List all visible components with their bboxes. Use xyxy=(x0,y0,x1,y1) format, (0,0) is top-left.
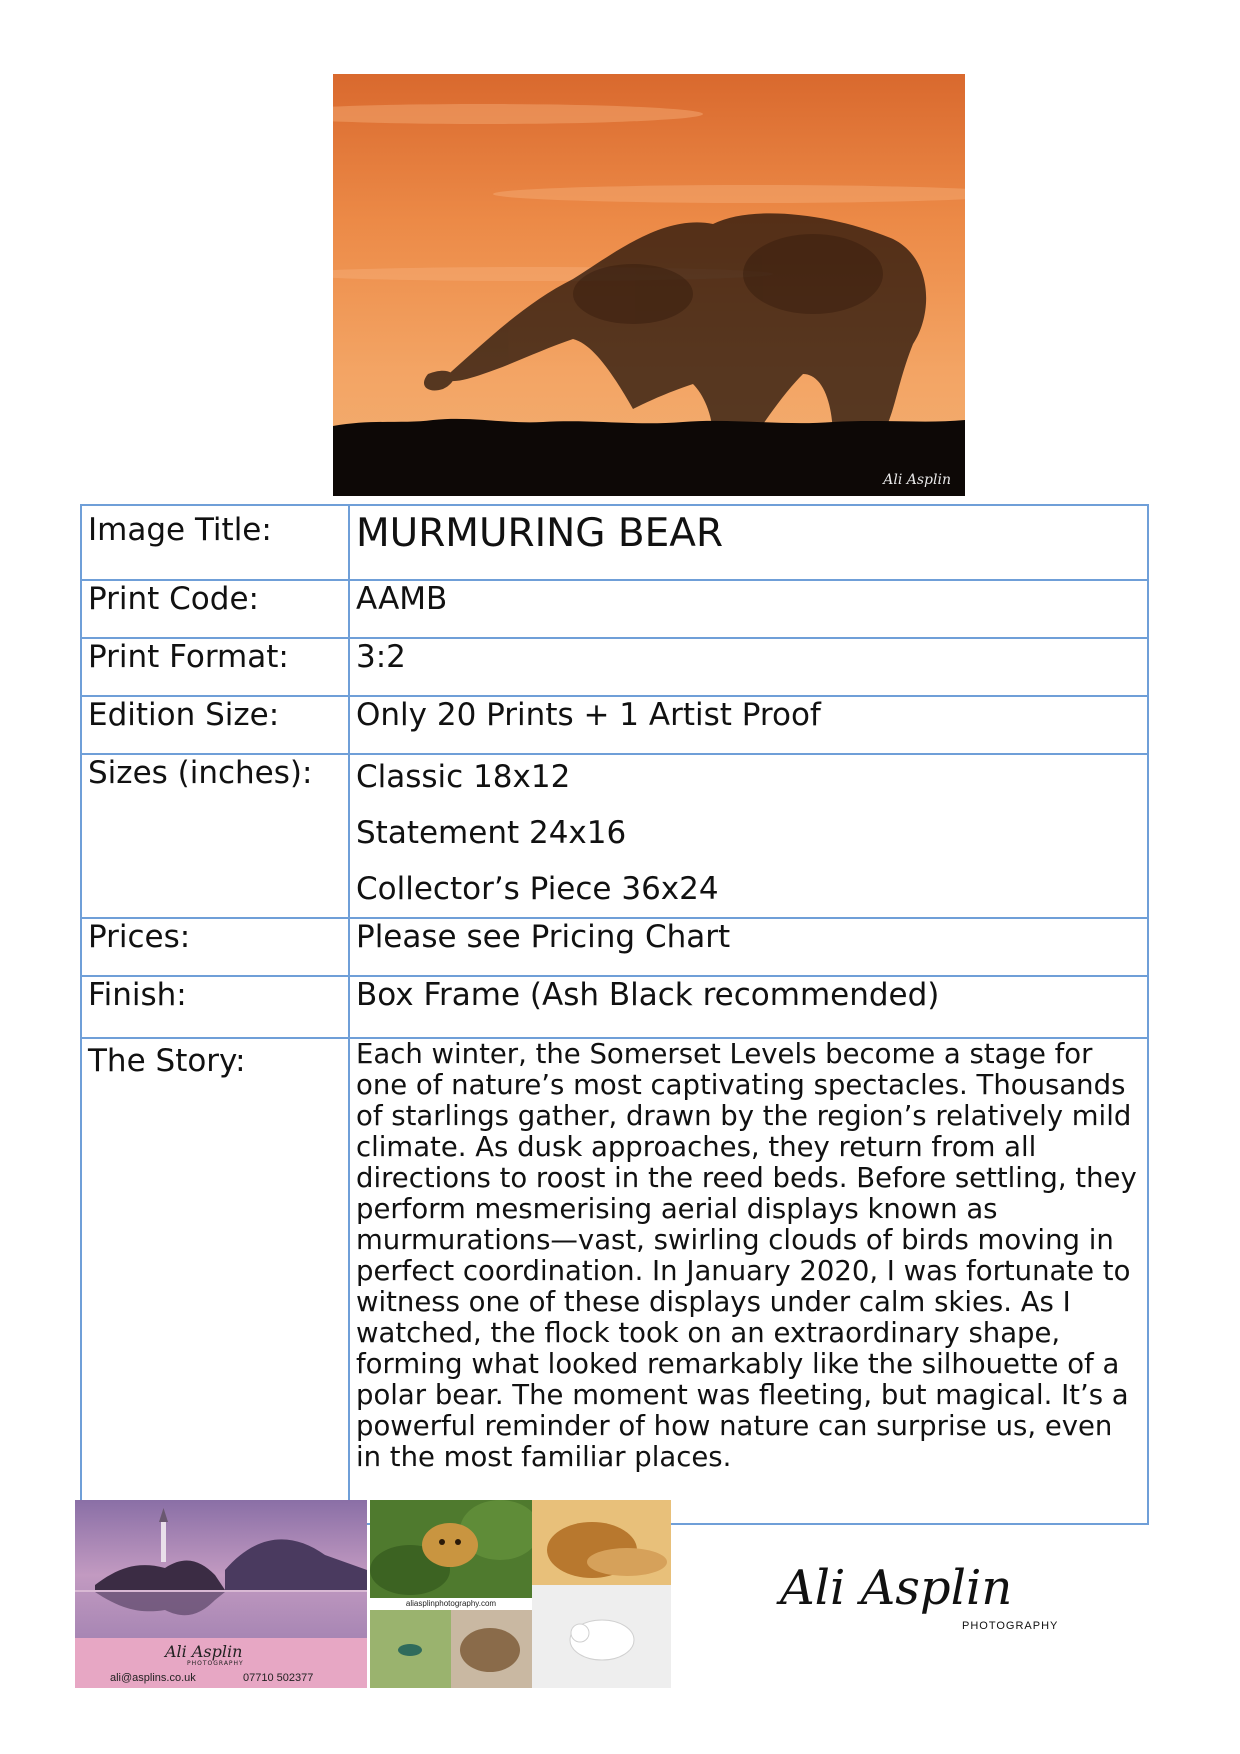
row-sizes xyxy=(81,754,1148,918)
value-finish: Box Frame (Ash Black recommended) xyxy=(349,976,1148,1038)
business-card-phone: 07710 502377 xyxy=(243,1672,314,1684)
photo-grid xyxy=(370,1500,671,1688)
business-card-email: ali@asplins.co.uk xyxy=(110,1672,196,1684)
label-print-format: Print Format: xyxy=(81,638,349,696)
row-finish xyxy=(81,976,1148,1038)
value-sizes xyxy=(349,754,1148,918)
row-edition-size xyxy=(81,696,1148,754)
label-image-title: Image Title: xyxy=(81,505,349,580)
label-edition-size: Edition Size: xyxy=(81,696,349,754)
row-image-title xyxy=(81,505,1148,580)
value-image-title: MURMURING BEAR xyxy=(349,505,1148,580)
value-print-code: AAMB xyxy=(349,580,1148,638)
lion-image xyxy=(532,1500,671,1585)
value-prices: Please see Pricing Chart xyxy=(349,918,1148,976)
jaguar-tile xyxy=(370,1500,532,1598)
brand-logo xyxy=(780,1560,1059,1632)
polar-bear-image xyxy=(532,1585,671,1688)
website-url: aliasplinphotography.com xyxy=(370,1598,532,1610)
brand-signature: Ali Asplin xyxy=(780,1560,1013,1616)
row-story xyxy=(81,1038,1148,1524)
value-story xyxy=(349,1038,1148,1524)
size-statement: Statement 24x16 xyxy=(356,815,627,851)
label-story: The Story: xyxy=(81,1038,349,1524)
hummingbird-image xyxy=(370,1610,532,1688)
business-card xyxy=(75,1500,367,1688)
business-card-signature-sub: PHOTOGRAPHY xyxy=(187,1660,244,1667)
value-edition-size: Only 20 Prints + 1 Artist Proof xyxy=(349,696,1148,754)
label-sizes: Sizes (inches): xyxy=(81,754,349,918)
hero-signature: Ali Asplin xyxy=(883,472,951,488)
row-print-code xyxy=(81,580,1148,638)
size-classic: Classic 18x12 xyxy=(356,759,571,795)
value-print-format: 3:2 xyxy=(349,638,1148,696)
murmuration-image xyxy=(333,74,965,496)
label-prices: Prices: xyxy=(81,918,349,976)
size-collectors-piece: Collector’s Piece 36x24 xyxy=(356,871,719,907)
hummingbird-tile xyxy=(370,1610,532,1688)
label-print-code: Print Code: xyxy=(81,580,349,638)
jaguar-image xyxy=(370,1500,532,1598)
row-prices xyxy=(81,918,1148,976)
polar-bear-tile xyxy=(532,1585,671,1688)
business-card-signature: Ali Asplin xyxy=(165,1642,243,1661)
brand-subtitle: PHOTOGRAPHY xyxy=(962,1620,1059,1632)
lion-tile xyxy=(532,1500,671,1585)
hero-photo xyxy=(333,74,965,496)
story-text: Each winter, the Somerset Levels become a stage for one of nature’s most captivating spectacles. Thousands of starlings gather, drawn by the region’s relatively mild climate. As dusk approaches, they return from all directions to roost in the reed beds. Before settling, they perform mesmerising aerial displays known as murmurations—vast, swirling clouds of birds moving in perfect coordination. In January 2020, I was fortunate to witness one of these displays under calm skies. As I watched, the flock took on an extraordinary shape, forming what looked remarkably like the silhouette of a polar bear. The moment was fleeting, but magical. It’s a powerful reminder of how nature can surprise us, even in the most familiar places. xyxy=(356,1038,1137,1473)
print-details-table xyxy=(80,504,1149,1525)
row-print-format xyxy=(81,638,1148,696)
label-finish: Finish: xyxy=(81,976,349,1038)
